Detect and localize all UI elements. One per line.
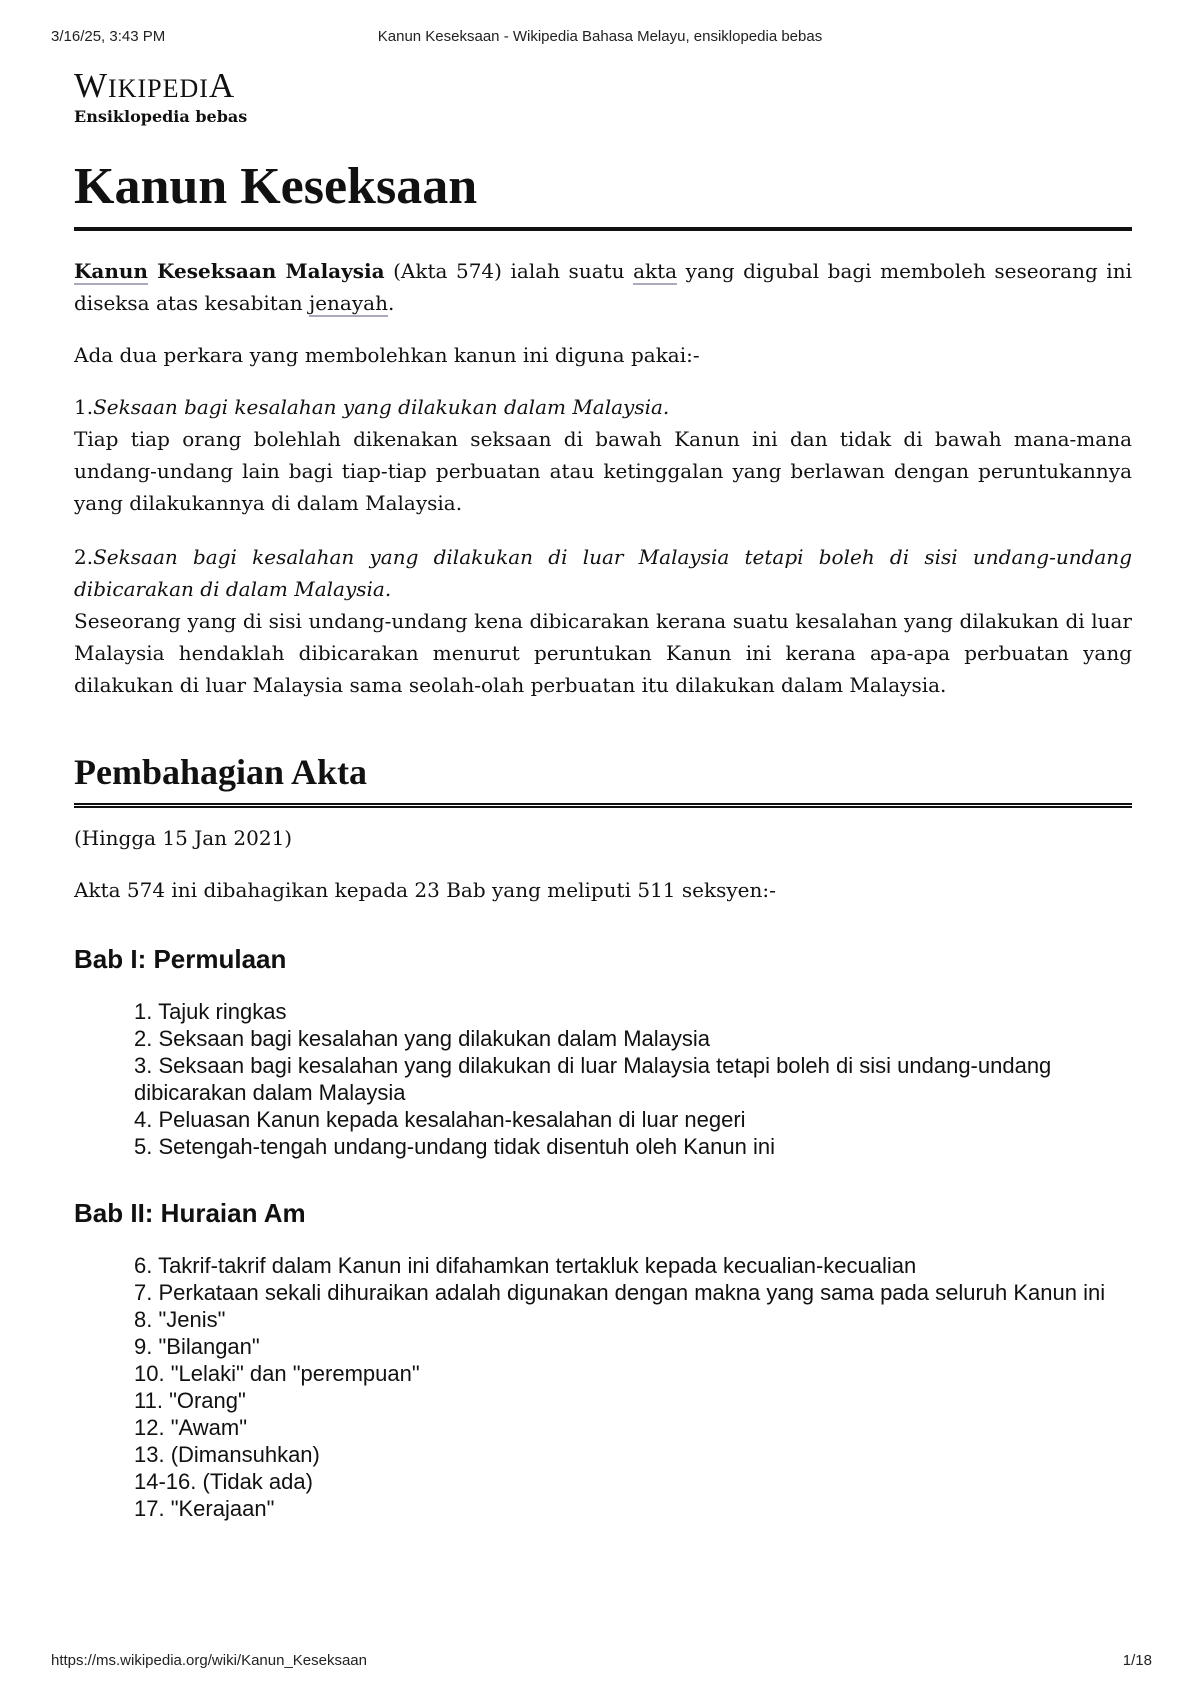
bab-1-heading: Bab I: Permulaan [74, 943, 287, 974]
point-2-heading: 2.Seksaan bagi kesalahan yang dilakukan di luar Malaysia tetapi boleh di sisi undang-undang dibicarakan di dalam Malaysia. [74, 545, 1132, 602]
jenayah-link[interactable]: jenayah [309, 291, 388, 316]
list-item: 4. Peluasan Kanun kepada kesalahan-kesalahan di luar negeri [134, 1106, 746, 1132]
intro-paragraph: Kanun Keseksaan Malaysia (Akta 574) ialah suatu akta yang digubal bagi memboleh seseorang ini diseksa atas kesabitan jenayah. [74, 259, 1132, 316]
print-url: https://ms.wikipedia.org/wiki/Kanun_Keseksaan [51, 1652, 367, 1669]
list-item: 17. "Kerajaan" [134, 1495, 275, 1521]
list-item: 2. Seksaan bagi kesalahan yang dilakukan dalam Malaysia [134, 1025, 711, 1051]
logo-wordmark: WIKIPEDIA [74, 66, 236, 105]
print-page-number: 1/18 [1122, 1652, 1152, 1669]
list-item: 6. Takrif-takrif dalam Kanun ini difahamkan tertakluk kepada kecualian-kecualian [134, 1252, 917, 1278]
bab-1-list [134, 998, 1134, 1160]
print-header [0, 28, 1200, 48]
list-item: 3. Seksaan bagi kesalahan yang dilakukan di luar Malaysia tetapi boleh di sisi undang-undang dibicarakan dalam Malaysia [134, 1052, 1052, 1105]
as-of-note: (Hingga 15 Jan 2021) [74, 825, 293, 850]
page-content [74, 68, 1132, 1522]
list-item: 9. "Bilangan" [134, 1333, 260, 1359]
list-item: 11. "Orang" [134, 1387, 246, 1413]
list-item: 1. Tajuk ringkas [134, 998, 287, 1024]
print-datetime: 3/16/25, 3:43 PM [51, 28, 166, 45]
bab-2-heading: Bab II: Huraian Am [74, 1197, 306, 1228]
point-1-heading: 1.Seksaan bagi kesalahan yang dilakukan dalam Malaysia. [74, 395, 670, 420]
list-item: 12. "Awam" [134, 1414, 248, 1440]
summary-paragraph: Akta 574 ini dibahagikan kepada 23 Bab yang meliputi 511 seksyen:- [74, 877, 776, 902]
logo-tagline: Ensiklopedia bebas [74, 107, 248, 126]
page-title: Kanun Keseksaan [74, 158, 1132, 231]
bab-2-list [134, 1252, 1134, 1522]
section-heading: Pembahagian Akta [74, 753, 1132, 808]
wikipedia-logo[interactable] [74, 68, 1132, 130]
list-item: 14-16. (Tidak ada) [134, 1468, 313, 1494]
point-2-body: Seseorang yang di sisi undang-undang kena dibicarakan kerana suatu kesalahan yang dilakukan di luar Malaysia hendaklah dibicarakan menurut peruntukan Kanun ini kerana apa-apa perbuatan yang dilakukan di luar Malaysia sama seolah-olah perbuatan itu dilakukan dalam Malaysia. [74, 609, 1132, 698]
list-item: 10. "Lelaki" dan "perempuan" [134, 1360, 420, 1386]
akta-link[interactable]: akta [633, 259, 678, 284]
kanun-link[interactable]: Kanun [74, 259, 148, 284]
list-item: 5. Setengah-tengah undang-undang tidak disentuh oleh Kanun ini [134, 1133, 775, 1159]
print-doc-title: Kanun Keseksaan - Wikipedia Bahasa Melayu, ensiklopedia bebas [377, 28, 823, 45]
point-1-body: Tiap tiap orang bolehlah dikenakan seksaan di bawah Kanun ini dan tidak di bawah mana-mana undang-undang lain bagi tiap-tiap perbuatan atau ketinggalan yang berlawan dengan peruntukannya yang dilakukannya di dalam Malaysia. [74, 427, 1132, 516]
list-item: 7. Perkataan sekali dihuraikan adalah digunakan dengan makna yang sama pada seluruh Kanun ini [134, 1279, 1106, 1305]
list-item: 8. "Jenis" [134, 1306, 226, 1332]
list-item: 13. (Dimansuhkan) [134, 1441, 320, 1467]
print-footer [0, 1652, 1200, 1672]
applicability-paragraph: Ada dua perkara yang membolehkan kanun ini diguna pakai:- [74, 343, 700, 368]
